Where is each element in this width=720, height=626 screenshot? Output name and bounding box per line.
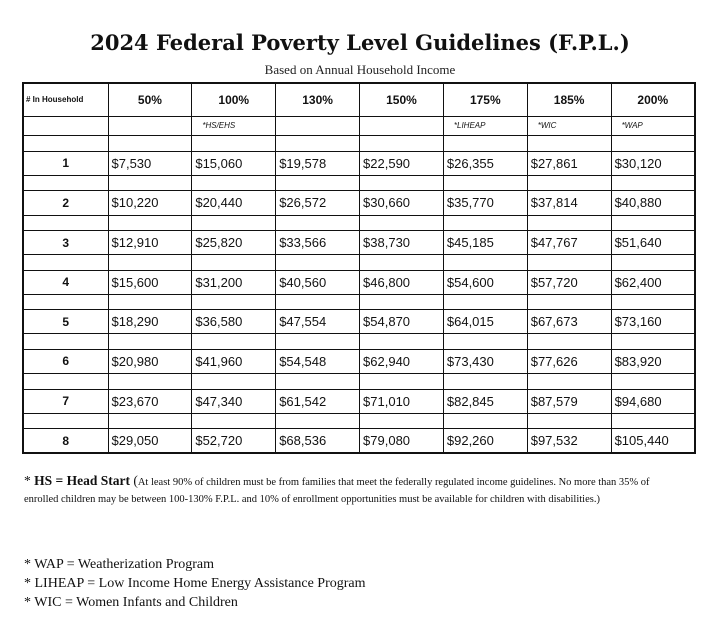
hs-text: At least 90% of children must be from families that meet the federally regulated income guidelines. No more than 35% of enrolled children may be between 100-130% F.P.L. and 10% of enrollment opportunities must be available for children with disabilities.)	[24, 477, 650, 505]
income-cell: $18,290	[108, 310, 192, 334]
header-200: 200%	[611, 83, 695, 116]
spacer-row	[23, 215, 695, 230]
spacer-cell	[360, 374, 444, 389]
spacer-cell	[276, 175, 360, 190]
income-cell: $23,670	[108, 389, 192, 413]
income-cell: $83,920	[611, 349, 695, 373]
income-cell: $71,010	[360, 389, 444, 413]
spacer-cell	[527, 294, 611, 309]
household-size: 6	[23, 349, 108, 373]
spacer-row	[23, 334, 695, 349]
income-cell: $62,400	[611, 270, 695, 294]
income-cell: $26,572	[276, 191, 360, 215]
table-row	[23, 191, 695, 215]
spacer-cell	[108, 175, 192, 190]
table-row	[23, 429, 695, 453]
income-cell: $10,220	[108, 191, 192, 215]
spacer-cell	[23, 294, 108, 309]
hs-term: HS = Head Start	[34, 473, 130, 488]
spacer-cell	[527, 334, 611, 349]
spacer-row	[23, 175, 695, 190]
income-cell: $54,600	[443, 270, 527, 294]
income-cell: $20,440	[192, 191, 276, 215]
table-row	[23, 389, 695, 413]
spacer-cell	[276, 413, 360, 428]
header-130: 130%	[276, 83, 360, 116]
income-cell: $35,770	[443, 191, 527, 215]
spacer-cell	[611, 294, 695, 309]
income-cell: $64,015	[443, 310, 527, 334]
hs-prefix: *	[24, 473, 35, 488]
spacer-cell	[192, 374, 276, 389]
spacer-cell	[108, 374, 192, 389]
wic-note: * WIC = Women Infants and Children	[24, 595, 238, 610]
spacer-cell	[192, 413, 276, 428]
income-cell: $45,185	[443, 231, 527, 255]
spacer-cell	[527, 255, 611, 270]
spacer-cell	[527, 175, 611, 190]
income-cell: $51,640	[611, 231, 695, 255]
income-cell: $54,870	[360, 310, 444, 334]
spacer-cell	[23, 374, 108, 389]
program-cell-wap: *WAP	[611, 116, 695, 136]
page-title: 2024 Federal Poverty Level Guidelines (F.P.L.)	[90, 30, 630, 55]
spacer-cell	[360, 136, 444, 151]
spacer-cell	[527, 136, 611, 151]
spacer-cell	[276, 136, 360, 151]
income-cell: $68,536	[276, 429, 360, 453]
head-start-note	[24, 472, 684, 508]
spacer-row	[23, 413, 695, 428]
spacer-cell	[276, 374, 360, 389]
spacer-cell	[23, 175, 108, 190]
income-cell: $54,548	[276, 349, 360, 373]
spacer-cell	[192, 215, 276, 230]
spacer-cell	[23, 413, 108, 428]
income-cell: $30,120	[611, 151, 695, 175]
household-size: 2	[23, 191, 108, 215]
spacer-cell	[23, 136, 108, 151]
income-cell: $57,720	[527, 270, 611, 294]
table-row	[23, 349, 695, 373]
header-row	[23, 83, 695, 116]
header-185: 185%	[527, 83, 611, 116]
household-size: 7	[23, 389, 108, 413]
income-cell: $25,820	[192, 231, 276, 255]
income-cell: $47,767	[527, 231, 611, 255]
spacer-cell	[23, 334, 108, 349]
income-cell: $77,626	[527, 349, 611, 373]
spacer-cell	[276, 255, 360, 270]
spacer-row	[23, 255, 695, 270]
spacer-cell	[23, 255, 108, 270]
program-cell-hs: *HS/EHS	[192, 116, 276, 136]
income-cell: $40,880	[611, 191, 695, 215]
household-size: 4	[23, 270, 108, 294]
income-cell: $19,578	[276, 151, 360, 175]
spacer-cell	[360, 334, 444, 349]
income-cell: $52,720	[192, 429, 276, 453]
income-cell: $20,980	[108, 349, 192, 373]
spacer-cell	[108, 136, 192, 151]
page-subtitle: Based on Annual Household Income	[264, 62, 456, 77]
table-row	[23, 151, 695, 175]
household-size: 8	[23, 429, 108, 453]
header-household: # In Household	[23, 83, 108, 116]
spacer-cell	[443, 175, 527, 190]
income-cell: $79,080	[360, 429, 444, 453]
income-cell: $73,430	[443, 349, 527, 373]
spacer-cell	[360, 255, 444, 270]
income-cell: $26,355	[443, 151, 527, 175]
income-cell: $47,340	[192, 389, 276, 413]
spacer-cell	[527, 374, 611, 389]
program-cell	[276, 116, 360, 136]
wap-note: * WAP = Weatherization Program	[24, 557, 215, 572]
spacer-cell	[108, 334, 192, 349]
spacer-cell	[443, 215, 527, 230]
spacer-cell	[192, 294, 276, 309]
spacer-cell	[611, 175, 695, 190]
spacer-cell	[527, 413, 611, 428]
spacer-cell	[611, 136, 695, 151]
income-cell: $94,680	[611, 389, 695, 413]
household-size: 3	[23, 231, 108, 255]
spacer-cell	[611, 215, 695, 230]
program-cell-liheap: *LIHEAP	[443, 116, 527, 136]
spacer-cell	[192, 136, 276, 151]
income-cell: $47,554	[276, 310, 360, 334]
income-cell: $67,673	[527, 310, 611, 334]
table-row	[23, 270, 695, 294]
income-cell: $61,542	[276, 389, 360, 413]
income-cell: $105,440	[611, 429, 695, 453]
income-cell: $30,660	[360, 191, 444, 215]
spacer-row	[23, 136, 695, 151]
spacer-cell	[360, 215, 444, 230]
income-cell: $36,580	[192, 310, 276, 334]
spacer-cell	[276, 294, 360, 309]
spacer-cell	[611, 334, 695, 349]
spacer-cell	[611, 413, 695, 428]
spacer-cell	[443, 413, 527, 428]
income-cell: $92,260	[443, 429, 527, 453]
spacer-cell	[443, 136, 527, 151]
header-175: 175%	[443, 83, 527, 116]
liheap-note: * LIHEAP = Low Income Home Energy Assistance Program	[24, 576, 366, 591]
program-row	[23, 116, 695, 136]
spacer-cell	[108, 294, 192, 309]
spacer-cell	[527, 215, 611, 230]
income-cell: $12,910	[108, 231, 192, 255]
income-cell: $62,940	[360, 349, 444, 373]
hs-lead: (	[129, 473, 138, 488]
program-cell	[108, 116, 192, 136]
spacer-cell	[192, 255, 276, 270]
income-cell: $31,200	[192, 270, 276, 294]
spacer-cell	[611, 255, 695, 270]
header-150: 150%	[360, 83, 444, 116]
spacer-cell	[276, 215, 360, 230]
fpl-table	[22, 82, 696, 454]
program-cell-wic: *WIC	[527, 116, 611, 136]
table-row	[23, 310, 695, 334]
spacer-cell	[360, 294, 444, 309]
spacer-cell	[611, 374, 695, 389]
income-cell: $33,566	[276, 231, 360, 255]
program-cell	[23, 116, 108, 136]
income-cell: $82,845	[443, 389, 527, 413]
spacer-cell	[443, 374, 527, 389]
household-size: 1	[23, 151, 108, 175]
income-cell: $46,800	[360, 270, 444, 294]
income-cell: $73,160	[611, 310, 695, 334]
spacer-cell	[108, 215, 192, 230]
spacer-row	[23, 294, 695, 309]
income-cell: $29,050	[108, 429, 192, 453]
spacer-cell	[192, 334, 276, 349]
income-cell: $38,730	[360, 231, 444, 255]
fpl-table-body	[23, 83, 695, 453]
income-cell: $27,861	[527, 151, 611, 175]
spacer-cell	[443, 255, 527, 270]
spacer-cell	[443, 294, 527, 309]
income-cell: $97,532	[527, 429, 611, 453]
header-50: 50%	[108, 83, 192, 116]
spacer-cell	[108, 255, 192, 270]
spacer-cell	[276, 334, 360, 349]
income-cell: $87,579	[527, 389, 611, 413]
income-cell: $15,600	[108, 270, 192, 294]
income-cell: $37,814	[527, 191, 611, 215]
income-cell: $41,960	[192, 349, 276, 373]
income-cell: $7,530	[108, 151, 192, 175]
header-100: 100%	[192, 83, 276, 116]
program-cell	[360, 116, 444, 136]
spacer-cell	[443, 334, 527, 349]
income-cell: $22,590	[360, 151, 444, 175]
spacer-cell	[192, 175, 276, 190]
income-cell: $15,060	[192, 151, 276, 175]
spacer-row	[23, 374, 695, 389]
table-row	[23, 231, 695, 255]
spacer-cell	[108, 413, 192, 428]
household-size: 5	[23, 310, 108, 334]
spacer-cell	[360, 413, 444, 428]
income-cell: $40,560	[276, 270, 360, 294]
spacer-cell	[360, 175, 444, 190]
spacer-cell	[23, 215, 108, 230]
